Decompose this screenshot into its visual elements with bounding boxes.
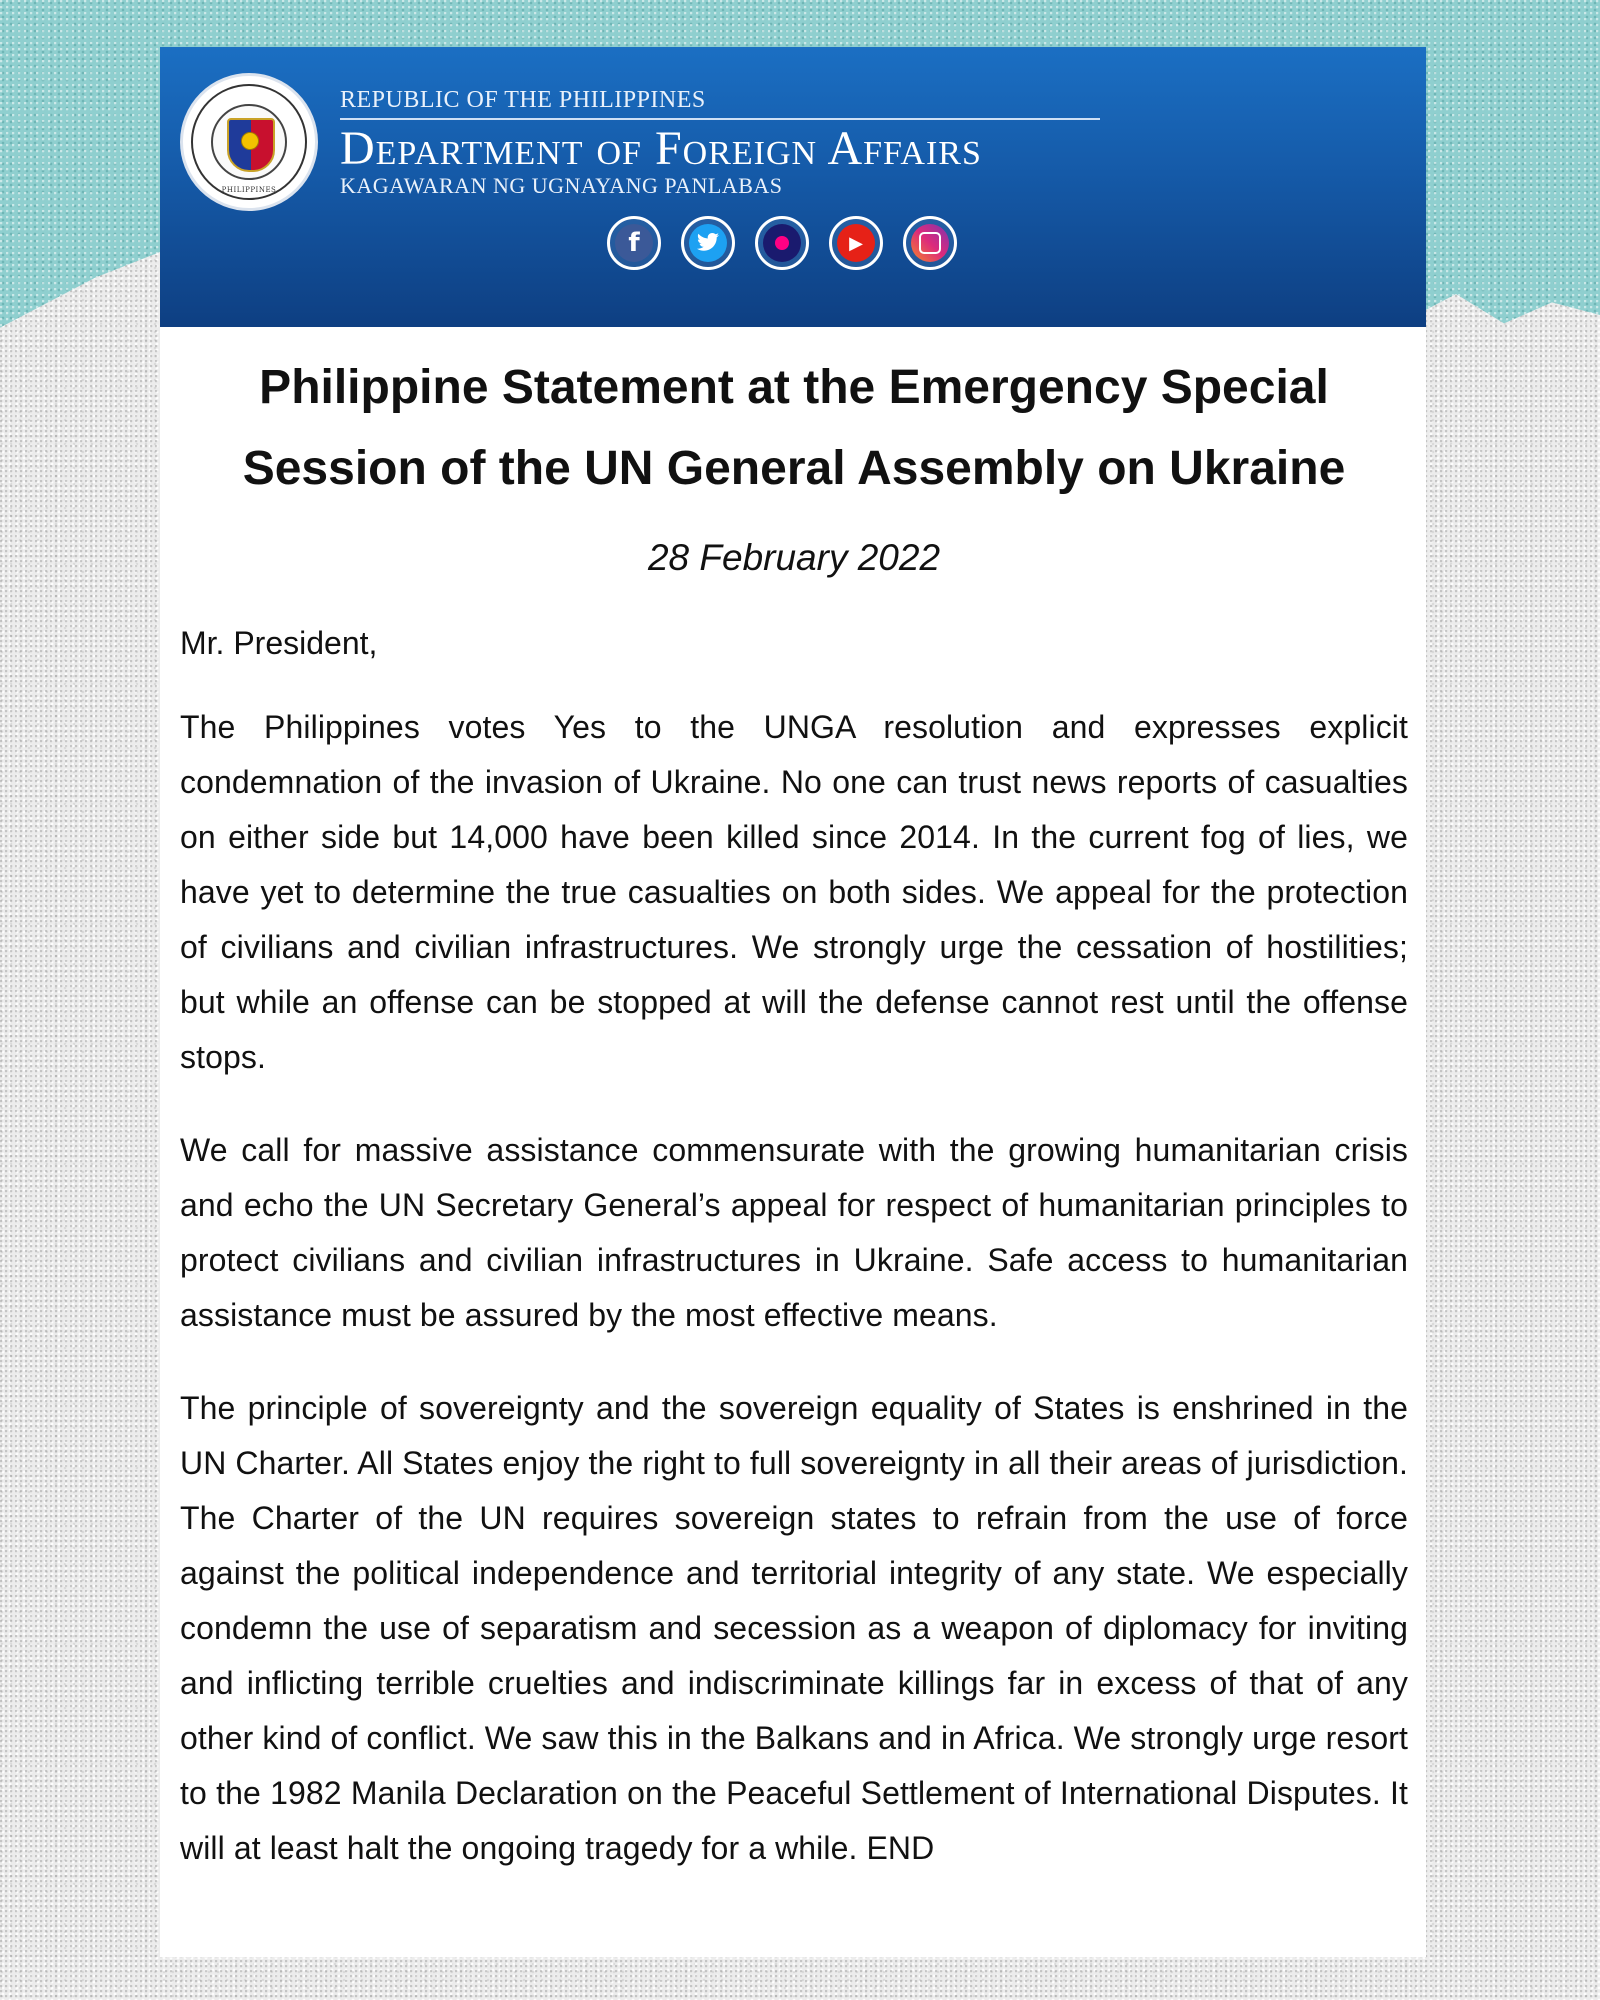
- statement-date: 28 February 2022: [647, 537, 941, 578]
- youtube-icon[interactable]: ▶: [829, 216, 883, 270]
- salutation: Mr. President,: [180, 625, 378, 661]
- paragraph-1: The Philippines votes Yes to the UNGA resolution and expresses explicit condemnation of the invasion of Ukraine. No one can trust news reports of casualties on either side but 14,000 have been killed since 2014. In the current fog of lies, we have yet to determine the true casualties on both sides. We appeal for the protection of civilians and civilian infrastructures. We strongly urge the cessation of hostilities; but while an offense can be stopped at will the defense cannot rest until the offense stops.: [180, 709, 1408, 1075]
- twitter-icon[interactable]: [681, 216, 735, 270]
- statement-sheet: [160, 47, 1426, 1957]
- seal-caption: PHILIPPINES: [221, 186, 277, 194]
- facebook-icon[interactable]: f: [607, 216, 661, 270]
- social-links: [607, 216, 957, 270]
- instagram-icon[interactable]: [903, 216, 957, 270]
- department-tagalog-name: KAGAWARAN NG UGNAYANG PANLABAS: [340, 173, 783, 198]
- department-name: Department of Foreign Affairs: [340, 122, 982, 175]
- flickr-icon[interactable]: [755, 216, 809, 270]
- republic-label: REPUBLIC OF THE PHILIPPINES: [340, 87, 1100, 120]
- paragraph-3: The principle of sovereignty and the sovereign equality of States is enshrined in the UN Charter. All States enjoy the right to full sovereignty in all their areas of jurisdiction. The Charter of the UN requires sovereign states to refrain from the use of force against the political independence and territorial integrity of any state. We especially condemn the use of separatism and secession as a weapon of diplomacy for inviting and inflicting terrible cruelties and indiscriminate killings far in excess of that of any other kind of conflict. We saw this in the Balkans and in Africa. We strongly urge resort to the 1982 Manila Declaration on the Peaceful Settlement of International Disputes. It will at least halt the ongoing tragedy for a while. END: [180, 1390, 1408, 1866]
- statement-content: [180, 327, 1408, 1908]
- paragraph-2: We call for massive assistance commensurate with the growing humanitarian crisis and echo the UN Secretary General’s appeal for respect of humanitarian principles to protect civilians and civilian infrastructures in Ukraine. Safe access to humanitarian assistance must be assured by the most effective means.: [180, 1132, 1408, 1333]
- seal-sun-icon: [241, 132, 259, 150]
- statement-title: Philippine Statement at the Emergency Special Session of the UN General Assembly on Ukraine: [242, 361, 1346, 495]
- dfa-seal-logo: [180, 73, 318, 211]
- dfa-banner: [160, 47, 1426, 327]
